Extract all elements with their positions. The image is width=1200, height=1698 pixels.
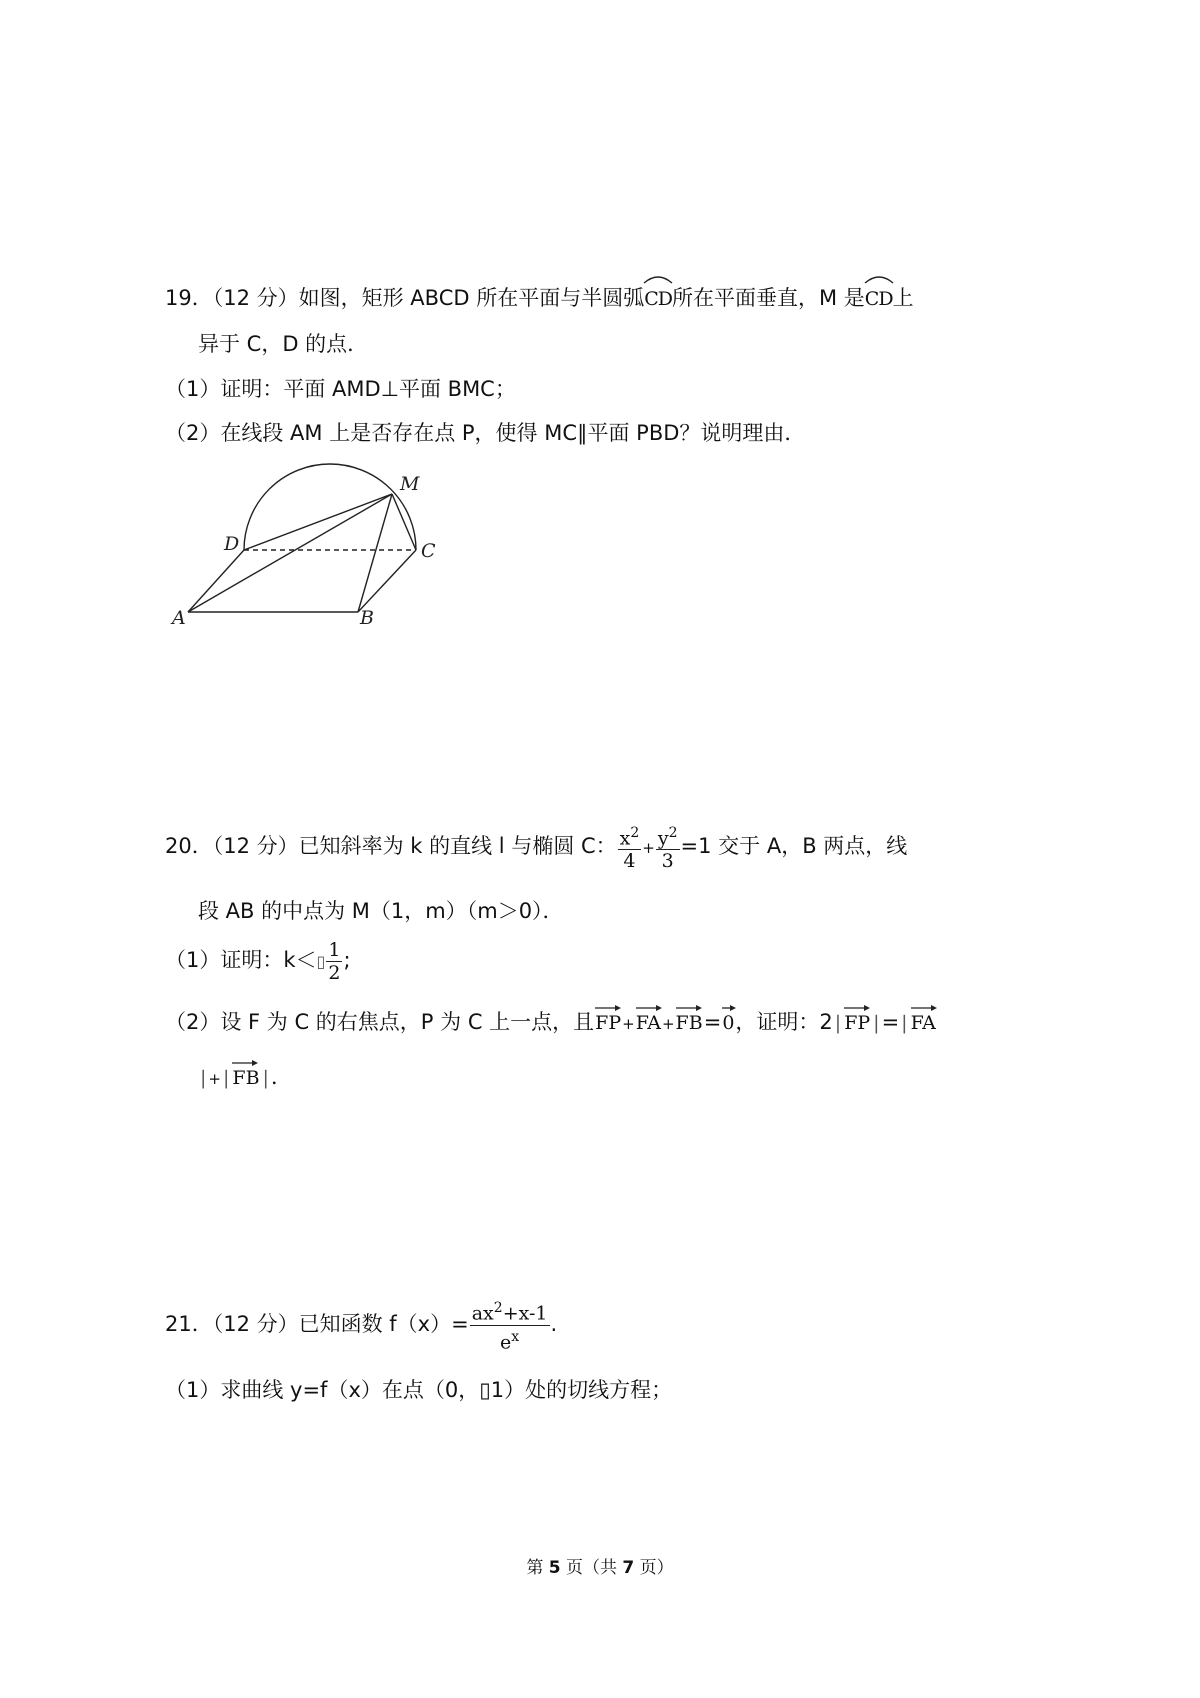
arc-cd-1: CD <box>644 282 672 314</box>
abs-bar: | <box>200 1067 207 1089</box>
vector-fp-abs: FP <box>843 1008 871 1038</box>
label-b: B <box>360 607 374 629</box>
vector-fa: FA <box>635 1008 662 1038</box>
missing-glyph: ▯ <box>316 952 326 971</box>
abs-bar: | <box>222 1067 230 1089</box>
abs-bar: | <box>901 1012 908 1034</box>
q19-line1 <box>165 282 914 314</box>
fraction-x2-over-4: $\frac{x^2}{4}$ <box>618 822 642 872</box>
vector-fb-abs: FB <box>231 1063 260 1093</box>
fraction-f-of-x: $\frac{ax^2+x-1}{e^x}$ <box>470 1297 550 1353</box>
fraction-one-half: $\frac{1}{2}$ <box>328 938 341 984</box>
q19-text-c: 上 <box>892 286 914 310</box>
label-d: D <box>224 533 240 555</box>
q20-part1: （1）证明：k＜▯ $\frac{1}{2}$ ; <box>165 938 351 984</box>
vector-zero: 0 <box>721 1008 735 1038</box>
segment-am <box>188 494 392 612</box>
q19-part2: （2）在线段 AM 上是否存在点 P，使得 MC∥平面 PBD？说明理由． <box>165 421 806 445</box>
vector-fb: FB <box>675 1008 704 1038</box>
abs-bar: | <box>262 1067 269 1089</box>
q19-line2: 异于 C，D 的点． <box>198 332 369 356</box>
label-m: M <box>400 473 420 495</box>
vector-fp: FP <box>594 1008 622 1038</box>
segment-dm <box>244 494 392 550</box>
figure-lines <box>188 464 416 612</box>
q20-text-a: 20．（12 分）已知斜率为 k 的直线 l 与椭圆 C： <box>165 834 617 858</box>
q20-line2: 段 AB 的中点为 M（1，m）（m＞0）． <box>198 899 564 923</box>
segment-ad <box>188 550 244 612</box>
abs-bar: | <box>834 1012 842 1034</box>
q21-part1: （1）求曲线 y=f（x）在点（0，▯1）处的切线方程； <box>165 1378 673 1402</box>
q20-text-b: =1 交于 A，B 两点，线 <box>680 834 908 858</box>
fraction-y2-over-3: $\frac{y^2}{3}$ <box>656 822 680 872</box>
plus-sign: + <box>642 839 655 857</box>
page-total: 7 <box>622 1558 635 1578</box>
page-footer: 第 5 页（共 7 页） <box>526 1558 674 1578</box>
label-a: A <box>172 607 186 629</box>
geometry-figure <box>160 458 460 638</box>
q20-line1 <box>165 820 907 874</box>
q20-part2-cont: | + | FB |． <box>198 1062 292 1094</box>
q21-line1: 21．（12 分）已知函数 f（x）= $\frac{ax^2+x-1}{e^x}$ . <box>165 1296 557 1353</box>
segment-mc <box>392 494 416 550</box>
arc-cd-2: CD <box>865 282 893 314</box>
q20-part2: （2）设 F 为 C 的右焦点，P 为 C 上一点，且 FP+ FA+ FB= 0，证明：2 | FP |= | FA <box>165 1007 937 1039</box>
label-c: C <box>421 540 436 562</box>
page-number: 5 <box>548 1558 561 1578</box>
abs-bar: | <box>873 1012 880 1034</box>
vector-fa-abs: FA <box>910 1008 937 1038</box>
q19-text-a: 19．（12 分）如图，矩形 ABCD 所在平面与半圆弧 <box>165 286 645 310</box>
q19-part1: （1）证明：平面 AMD⊥平面 BMC； <box>165 377 516 401</box>
q19-text-b: 所在平面垂直，M 是 <box>672 286 865 310</box>
semicircle-arc <box>244 464 416 550</box>
